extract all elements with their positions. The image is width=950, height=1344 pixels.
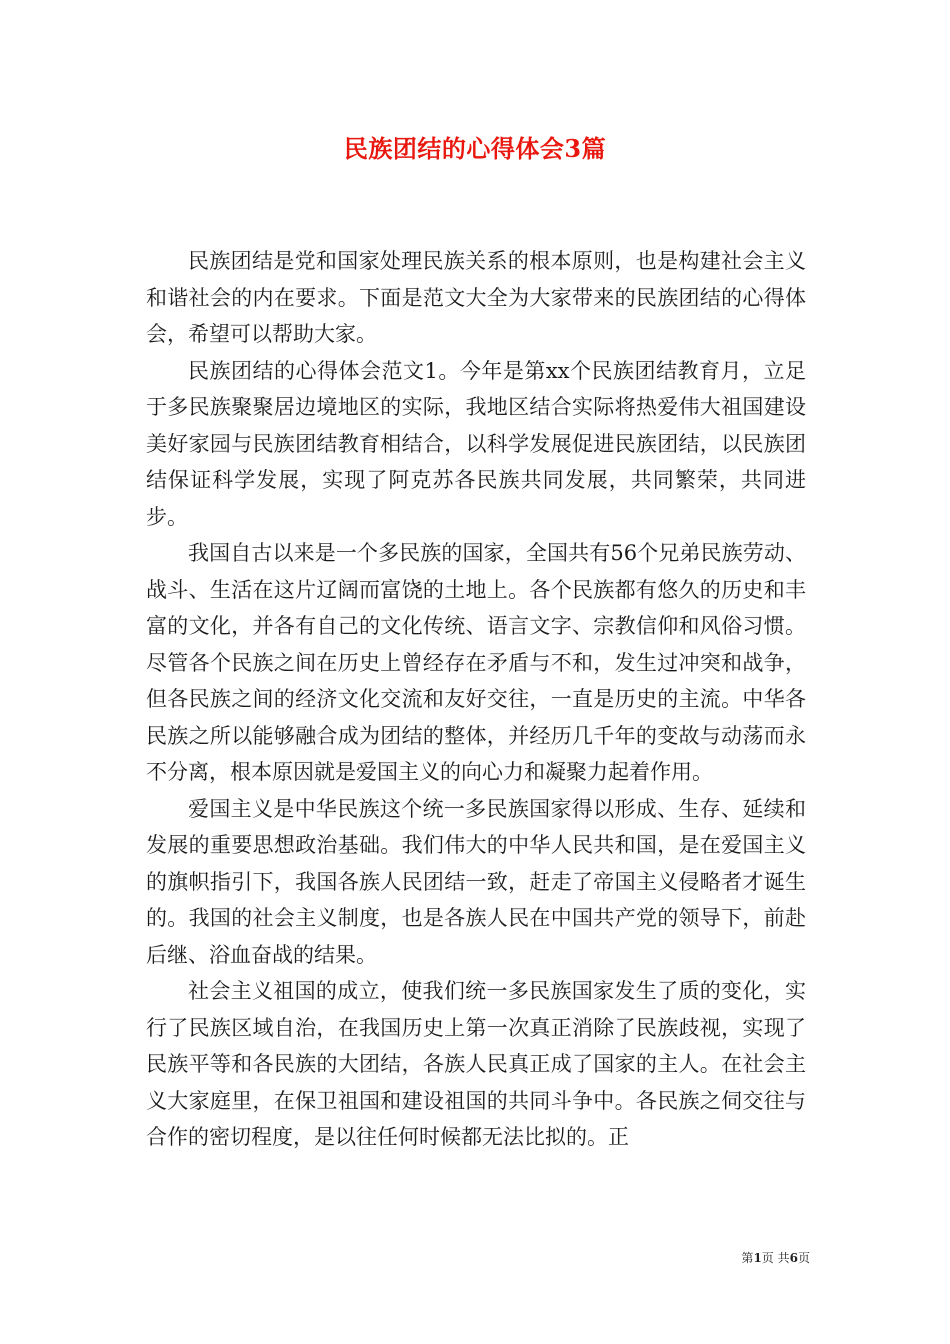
page-number-footer xyxy=(700,1250,810,1266)
paragraph-essay-1: 民族团结的心得体会范文1。今年是第xx个民族团结教育月，立足于多民族聚聚居边境地区的实际，我地区结合实际将热爱伟大祖国建设美好家园与民族团结教育相结合，以科学发展促进民族团结，以民族团结保证科学发展，实现了阿克苏各民族共同发展，共同繁荣，共同进步。 xyxy=(146,358,806,529)
paragraph-history: 我国自古以来是一个多民族的国家，全国共有56个兄弟民族劳动、战斗、生活在这片辽阔而富饶的土地上。各个民族都有悠久的历史和丰富的文化，并各有自己的文化传统、语言文字、宗教信仰和风俗习惯。尽管各个民族之间在历史上曾经存在矛盾与不和，发生过冲突和战争，但各民族之间的经济文化交流和友好交往，一直是历史的主流。中华各民族之所以能够融合成为团结的整体，并经历几千年的变故与动荡而永不分离，根本原因就是爱国主义的向心力和凝聚力起着作用。 xyxy=(146,541,806,784)
total-page-number: 6 xyxy=(789,1251,798,1265)
paragraph-intro: 民族团结是党和国家处理民族关系的根本原则，也是构建社会主义和谐社会的内在要求。下面是范文大全为大家带来的民族团结的心得体会，希望可以帮助大家。 xyxy=(146,249,806,346)
current-page-number: 1 xyxy=(753,1251,762,1265)
paragraph-patriotism: 爱国主义是中华民族这个统一多民族国家得以形成、生存、延续和发展的重要思想政治基础。我们伟大的中华人民共和国，是在爱国主义的旗帜指引下，我国各族人民团结一致，赶走了帝国主义侵略者才诞生的。我国的社会主义制度，也是各族人民在中国共产党的领导下，前赴后继、浴血奋战的结果。 xyxy=(146,796,806,967)
footer-middle: 页 共 xyxy=(761,1251,790,1265)
document-title: 民族团结的心得体会3篇 xyxy=(343,134,607,163)
document-body xyxy=(146,243,806,1156)
paragraph-socialism: 社会主义祖国的成立，使我们统一多民族国家发生了质的变化，实行了民族区域自治，在我国历史上第一次真正消除了民族歧视，实现了民族平等和各民族的大团结，各族人民真正成了国家的主人。在社会主义大家庭里，在保卫祖国和建设祖国的共同斗争中。各民族之伺交往与合作的密切程度，是以往任何时候都无法比拟的。正 xyxy=(146,979,806,1149)
footer-suffix: 页 xyxy=(797,1251,810,1265)
footer-prefix: 第 xyxy=(741,1251,754,1265)
